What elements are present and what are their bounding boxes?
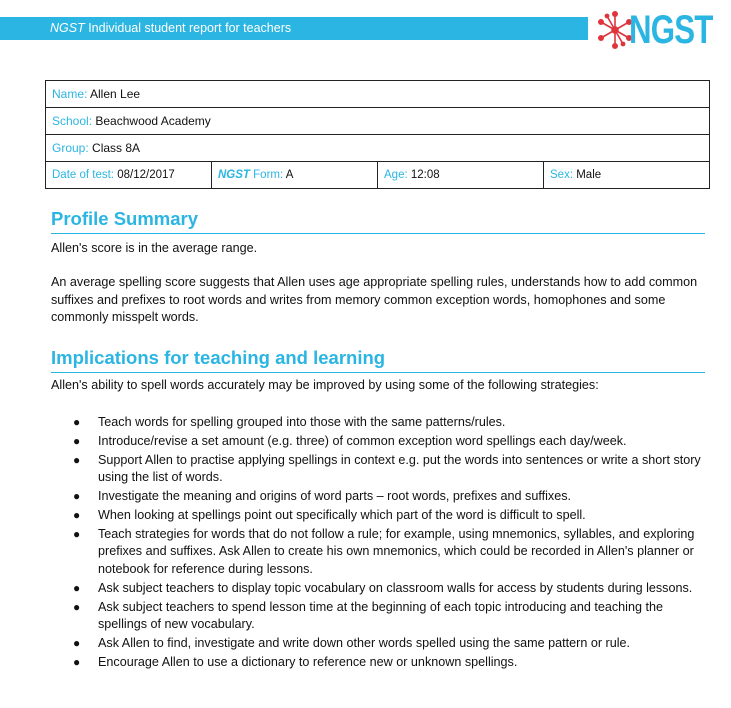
bullet-icon: ● — [73, 635, 81, 650]
list-item — [51, 433, 711, 450]
school-label: School: — [52, 114, 93, 128]
school-cell — [46, 108, 710, 135]
form-value: A — [285, 169, 294, 181]
list-item — [51, 635, 711, 652]
starburst-icon — [598, 10, 632, 50]
bullet-icon: ● — [73, 508, 81, 523]
list-item — [51, 507, 711, 524]
list-item-text: Ask Allen to find, investigate and write down other words spelled using the same pattern or rule. — [98, 635, 631, 650]
list-item-text: Teach strategies for words that do not follow a rule; for example, using mnemonics, syllables, and exploring prefixes and suffixes. Ask Allen to create his own mnemonics, which could be recorded in Allen's planner or notebook for reference during lessons. — [98, 527, 695, 576]
group-row — [46, 135, 710, 162]
date-cell — [46, 162, 212, 189]
implications-heading: Implications for teaching and learning — [51, 347, 705, 373]
form-label-brand: NGST — [218, 169, 250, 181]
header-brand: NGST — [50, 21, 85, 35]
bullet-icon: ● — [73, 527, 81, 542]
bullet-icon: ● — [73, 654, 81, 669]
sex-label: Sex: — [550, 169, 574, 181]
form-label-text: Form: — [249, 169, 284, 181]
age-label: Age: — [384, 169, 408, 181]
list-item — [51, 452, 711, 486]
age-value: 12:08 — [410, 169, 440, 181]
bullet-icon: ● — [73, 580, 81, 595]
date-value: 08/12/2017 — [117, 169, 175, 181]
list-item — [51, 599, 711, 633]
profile-description: An average spelling score suggests that Allen uses age appropriate spelling rules, understands how to add common suffixes and prefixes to root words and writes from memory common exception words, homophones and some commonly misspelt words. — [51, 275, 698, 324]
implications-intro: Allen's ability to spell words accurately may be improved by using some of the following strategies: — [51, 378, 599, 392]
logo-wordmark: NGST — [629, 8, 713, 52]
sex-cell — [544, 162, 710, 189]
list-item-text: Ask subject teachers to spend lesson time at the beginning of each topic introducing and teaching the spellings of new vocabulary. — [98, 599, 663, 631]
list-item — [51, 580, 711, 597]
list-item-text: Support Allen to practise applying spellings in context e.g. put the words into sentences or write a short story using the list of words. — [98, 453, 701, 485]
student-info-table — [45, 80, 710, 189]
bullet-icon: ● — [73, 453, 81, 467]
details-row — [46, 162, 710, 189]
age-cell — [378, 162, 544, 189]
form-label — [218, 169, 283, 181]
list-item — [51, 526, 711, 578]
list-item-text: Encourage Allen to use a dictionary to reference new or unknown spellings. — [98, 654, 518, 669]
list-item — [51, 414, 711, 431]
bullet-icon: ● — [73, 434, 81, 448]
group-cell — [46, 135, 710, 162]
list-item-text: Investigate the meaning and origins of word parts – root words, prefixes and suffixes. — [98, 489, 571, 504]
list-item-text: Ask subject teachers to display topic vocabulary on classroom walls for access by students during lessons. — [98, 580, 693, 595]
school-row — [46, 108, 710, 135]
name-value: Allen Lee — [90, 87, 141, 101]
profile-score-text: Allen's score is in the average range. — [51, 241, 258, 255]
name-cell — [46, 81, 710, 108]
date-label: Date of test: — [52, 169, 115, 181]
report-header-bar — [0, 17, 588, 40]
profile-summary-heading: Profile Summary — [51, 208, 705, 234]
bullet-icon: ● — [73, 415, 81, 429]
name-label: Name: — [52, 87, 88, 101]
school-value: Beachwood Academy — [95, 114, 211, 128]
list-item — [51, 654, 711, 671]
list-item-text: Teach words for spelling grouped into those with the same patterns/rules. — [98, 415, 506, 429]
list-item — [51, 488, 711, 505]
header-title: Individual student report for teachers — [84, 21, 292, 35]
bullet-icon: ● — [73, 489, 81, 504]
sex-value: Male — [576, 169, 602, 181]
strategies-list — [51, 414, 711, 673]
bullet-icon: ● — [73, 599, 81, 614]
group-label: Group: — [52, 141, 89, 155]
ngst-logo — [598, 6, 718, 52]
group-value: Class 8A — [92, 141, 141, 155]
list-item-text: When looking at spellings point out specifically which part of the word is difficult to spell. — [98, 508, 586, 523]
name-row — [46, 81, 710, 108]
form-cell — [212, 162, 378, 189]
list-item-text: Introduce/revise a set amount (e.g. three) of common exception word spellings each day/week. — [98, 434, 627, 448]
